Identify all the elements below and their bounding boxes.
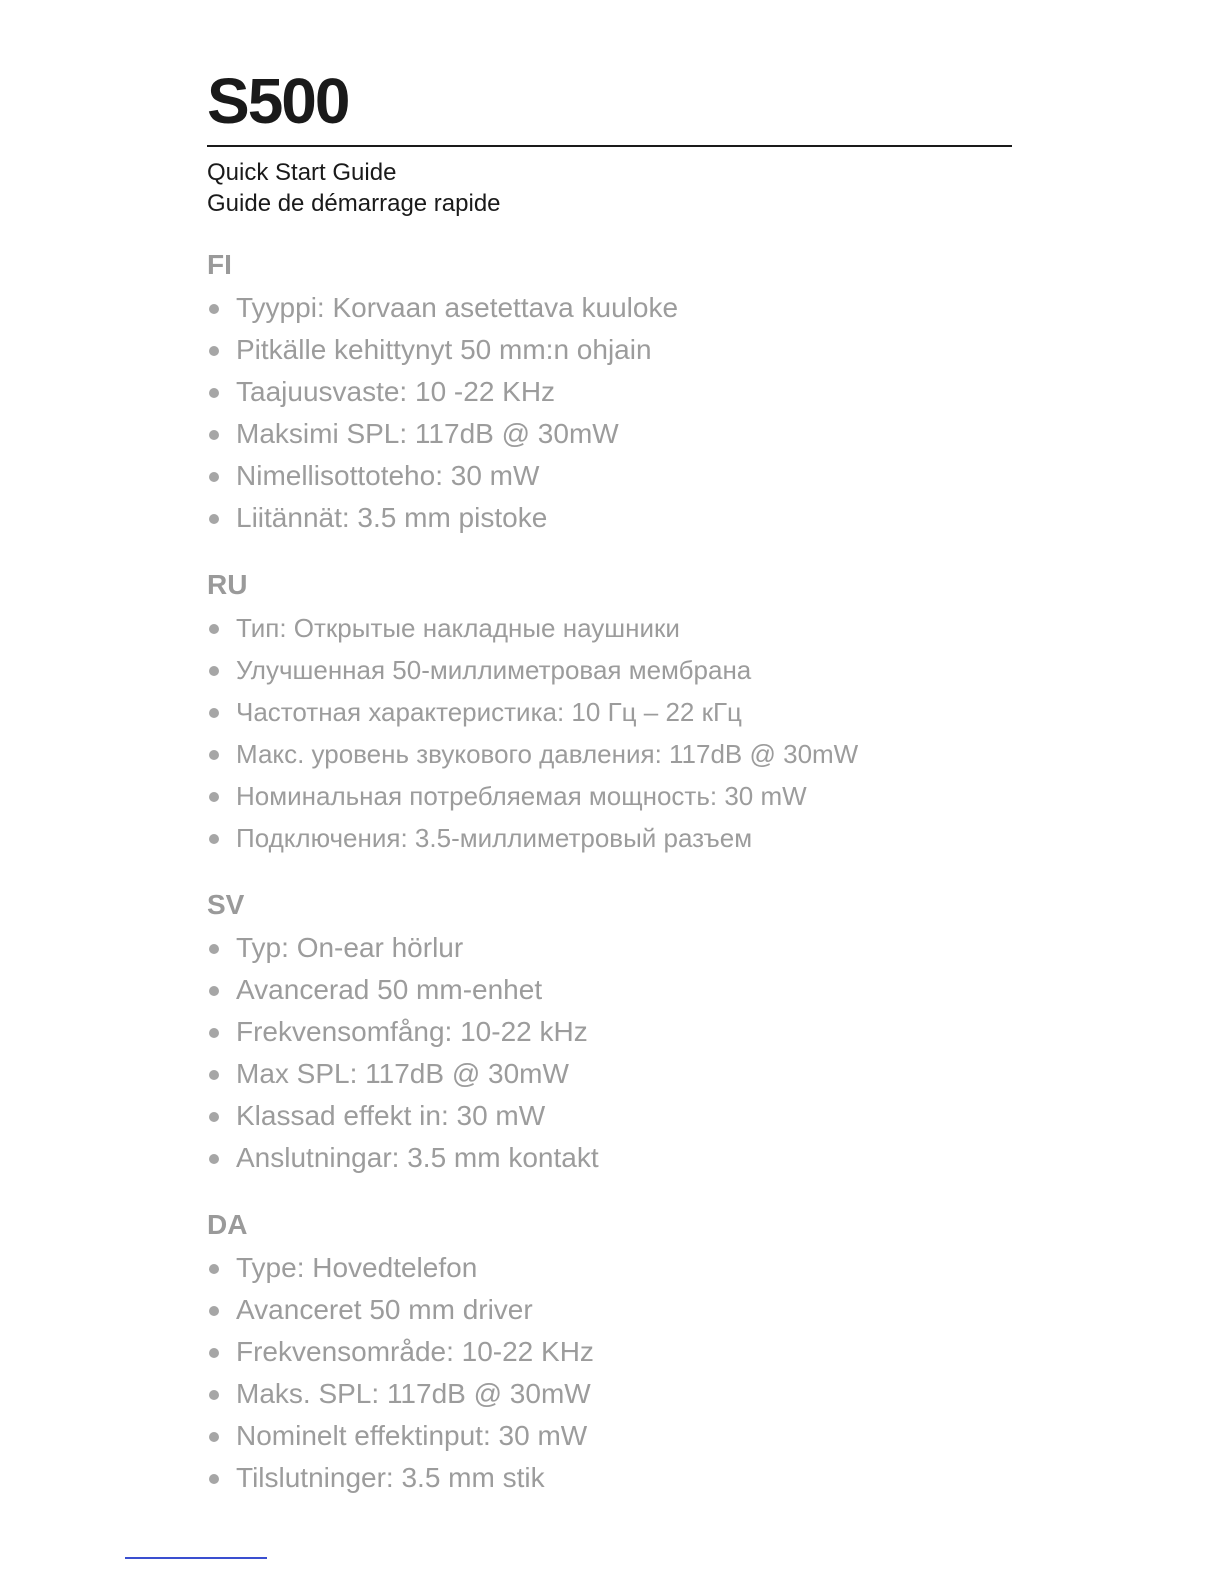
list-item [207,775,1012,817]
spec-text: Tyyppi: Korvaan asetettava kuuloke [236,292,679,323]
list-item [207,607,1012,649]
list-item [207,1137,1012,1179]
list-item [207,1457,1012,1499]
spec-text: Tilslutninger: 3.5 mm stik [236,1462,545,1493]
spec-text: Frekvensomfång: 10-22 kHz [236,1016,588,1047]
list-item [207,1331,1012,1373]
list-item [207,287,1012,329]
spec-text: Макс. уровень звукового давления: 117dB @ 30mW [236,739,859,769]
spec-text: Pitkälle kehittynyt 50 mm:n ohjain [236,334,652,365]
subtitle-block [207,157,1012,219]
bullet-icon [209,388,219,398]
section-fi [207,247,1012,539]
bullet-icon [209,1390,219,1400]
bullet-icon [209,1432,219,1442]
spec-text: Type: Hovedtelefon [236,1252,478,1283]
spec-text: Avanceret 50 mm driver [236,1294,533,1325]
list-item [207,371,1012,413]
bullet-icon [209,514,219,524]
bullet-icon [209,708,219,718]
spec-text: Nominelt effektinput: 30 mW [236,1420,588,1451]
list-item [207,455,1012,497]
bullet-icon [209,792,219,802]
spec-text: Taajuusvaste: 10 -22 KHz [236,376,556,407]
spec-text: Max SPL: 117dB @ 30mW [236,1058,569,1089]
list-item [207,329,1012,371]
list-item [207,497,1012,539]
spec-list [207,607,1012,859]
bullet-icon [209,624,219,634]
list-item [207,1011,1012,1053]
list-item [207,691,1012,733]
list-item [207,413,1012,455]
bullet-icon [209,472,219,482]
section-heading: SV [207,889,245,920]
bullet-icon [209,1306,219,1316]
section-sv [207,887,1012,1179]
bullet-icon [209,834,219,844]
list-item [207,649,1012,691]
bullet-icon [209,944,219,954]
section-heading: DA [207,1209,248,1240]
section-da [207,1207,1012,1499]
spec-text: Nimellisottoteho: 30 mW [236,460,540,491]
spec-text: Liitännät: 3.5 mm pistoke [236,502,548,533]
list-item [207,733,1012,775]
bullet-icon [209,1070,219,1080]
list-item [207,927,1012,969]
bullet-icon [209,1154,219,1164]
spec-text: Maks. SPL: 117dB @ 30mW [236,1378,591,1409]
bullet-icon [209,1264,219,1274]
subtitle-fr: Guide de démarrage rapide [207,190,501,217]
spec-text: Typ: On-ear hörlur [236,932,464,963]
bullet-icon [209,1028,219,1038]
bullet-icon [209,1348,219,1358]
list-item [207,1373,1012,1415]
spec-text: Подключения: 3.5-миллиметровый разъем [236,823,753,853]
spec-list [207,927,1012,1179]
spec-text: Улучшенная 50-миллиметровая мембрана [236,655,752,685]
spec-text: Номинальная потребляемая мощность: 30 mW [236,781,807,811]
subtitle-en: Quick Start Guide [207,159,397,186]
bullet-icon [209,1112,219,1122]
list-item [207,1053,1012,1095]
bullet-icon [209,430,219,440]
bullet-icon [209,346,219,356]
section-heading: FI [207,249,232,280]
spec-text: Maksimi SPL: 117dB @ 30mW [236,418,619,449]
product-title: S500 [207,65,349,137]
bullet-icon [209,1474,219,1484]
list-item [207,969,1012,1011]
list-item [207,817,1012,859]
spec-text: Avancerad 50 mm-enhet [236,974,543,1005]
list-item [207,1415,1012,1457]
spec-list [207,1247,1012,1499]
spec-text: Frekvensområde: 10-22 KHz [236,1336,594,1367]
section-heading: RU [207,569,248,600]
footer-underline-link[interactable] [125,1557,267,1559]
spec-text: Klassad effekt in: 30 mW [236,1100,546,1131]
title-divider [207,145,1012,147]
spec-text: Частотная характеристика: 10 Гц – 22 кГц [236,697,742,727]
bullet-icon [209,304,219,314]
spec-list [207,287,1012,539]
document-page [207,62,1012,1499]
list-item [207,1247,1012,1289]
spec-text: Тип: Открытые накладные наушники [236,613,680,643]
bullet-icon [209,986,219,996]
list-item [207,1095,1012,1137]
list-item [207,1289,1012,1331]
bullet-icon [209,666,219,676]
spec-text: Anslutningar: 3.5 mm kontakt [236,1142,599,1173]
bullet-icon [209,750,219,760]
section-ru [207,567,1012,859]
